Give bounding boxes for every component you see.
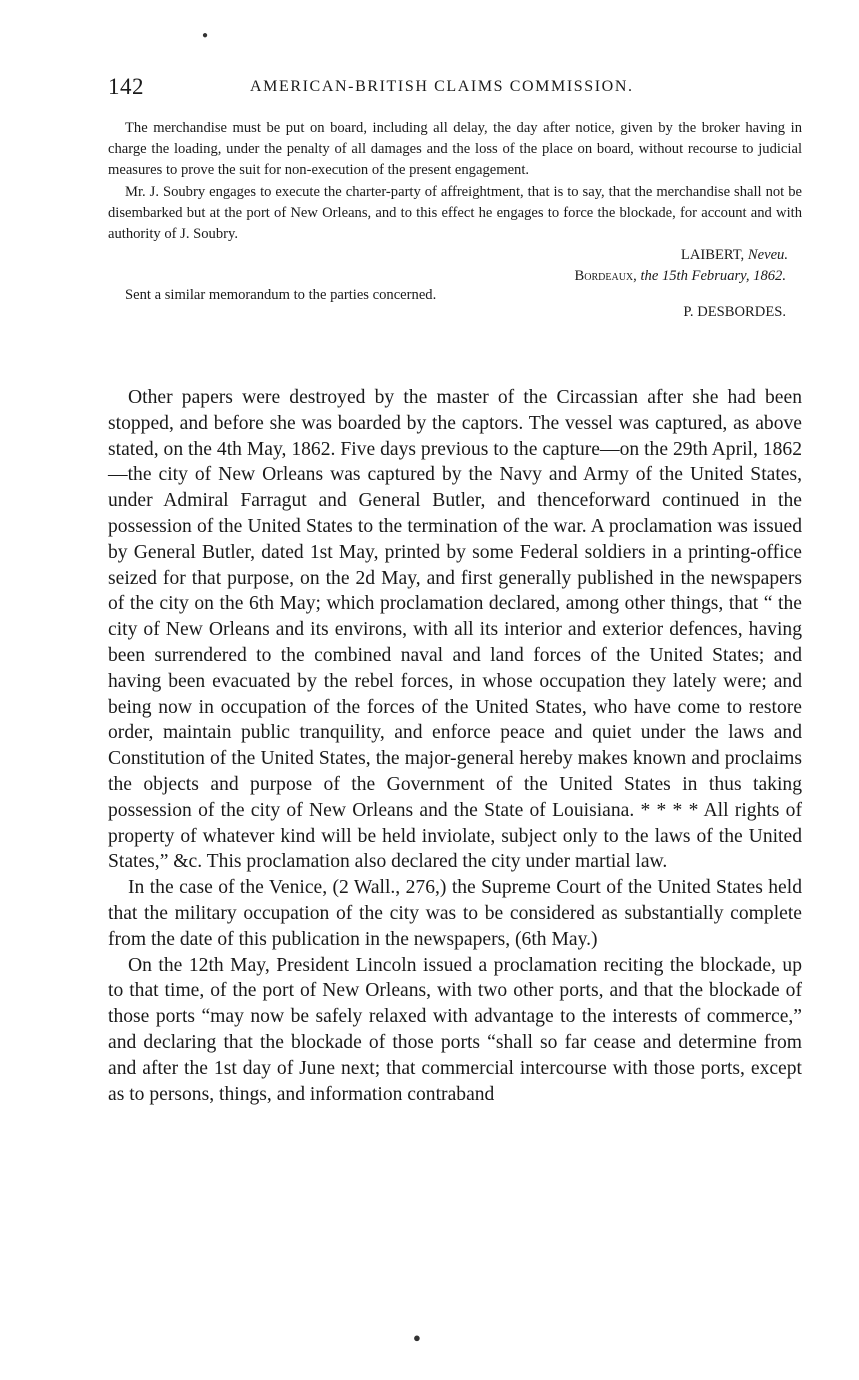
memorandum-note: Sent a similar memorandum to the parties concerned. [125, 286, 437, 303]
body-paragraph-3: On the 12th May, President Lincoln issued a proclamation reciting the blockade, up to that time, of the port of New Orleans, with two other ports, and that the blockade of those ports “may now be safely relaxed with advantage to the interests of commerce,” and declaring that the blockade of those ports “shall so far cease and determine from and after the 1st day of June next; that commercial intercourse with those ports, except as to persons, things, and information contraband [108, 954, 802, 1105]
signature-desbordes: P. DESBORDES. [683, 303, 786, 320]
memorandum-block [108, 118, 802, 323]
dateline [108, 266, 802, 287]
main-text [108, 385, 802, 1107]
scan-speck: ● [202, 30, 209, 41]
page-header [108, 74, 800, 104]
page-number: 142 [108, 74, 144, 99]
body-paragraph-2: In the case of the Venice, (2 Wall., 276,) the Supreme Court of the United States held that the military occupation of the city was to be considered as substantially complete from the date of this publication in the newspapers, (6th May.) [108, 877, 802, 950]
signature-laibert [108, 245, 802, 266]
signature-laibert-name: LAIBERT, [680, 247, 745, 264]
running-head: AMERICAN-BRITISH CLAIMS COMMISSION. [250, 78, 634, 95]
memorandum-paragraph-2: Mr. J. Soubry engages to execute the charter-party of affreightment, that is to say, that the merchandise shall not be disembarked but at the port of New Orleans, and to this effect he engages to force the blockade, for account and with authority of J. Soubry. [108, 183, 802, 243]
body-paragraph-1: Other papers were destroyed by the master of the Circassian after she had been stopped, and before she was boarded by the captors. The vessel was captured, as above stated, on the 4th May, 1862. Five days previous to the capture—on the 29th April, 1862—the city of New Orleans was captured by the Navy and Army of the United States, under Admiral Farragut and General Butler, and thenceforward continued in the possession of the United States to the termination of the war. A proclamation was issued by General Butler, dated 1st May, printed by some Federal soldiers in a printing-office seized for that purpose, on the 2d May, and first generally published in the newspapers of the city on the 6th May; which proclamation declared, among other things, that “ the city of New Orleans and its environs, with all its interior and exterior defences, having been surrendered to the combined naval and land forces of the United States; and having been evacuated by the rebel forces, in whose occupation they lately were; and being now in occupation of the forces of the United States, who have come to restore order, maintain public tranquility, and enforce peace and quiet under the laws and Constitution of the United States, the major-general hereby makes known and proclaims the objects and purpose of the Government of the United States in thus taking possession of the city of New Orleans and the State of Louisiana. * * * * All rights of property of whatever kind will be held inviolate, subject only to the laws of the United States,” &c. This proclamation also declared the city under martial law. [108, 387, 802, 873]
dateline-place: Bordeaux, [574, 268, 637, 285]
scan-speck: ● [413, 1330, 421, 1345]
dateline-date: the 15th February, 1862. [640, 268, 786, 285]
memorandum-paragraph-1: The merchandise must be put on board, including all delay, the day after notice, given by the broker having in charge the loading, under the penalty of all damages and the loss of the place on board, without recourse to judicial measures to prove the suit for non-execution of the present engagement. [108, 120, 802, 179]
signature-laibert-suffix: Neveu. [747, 247, 788, 264]
